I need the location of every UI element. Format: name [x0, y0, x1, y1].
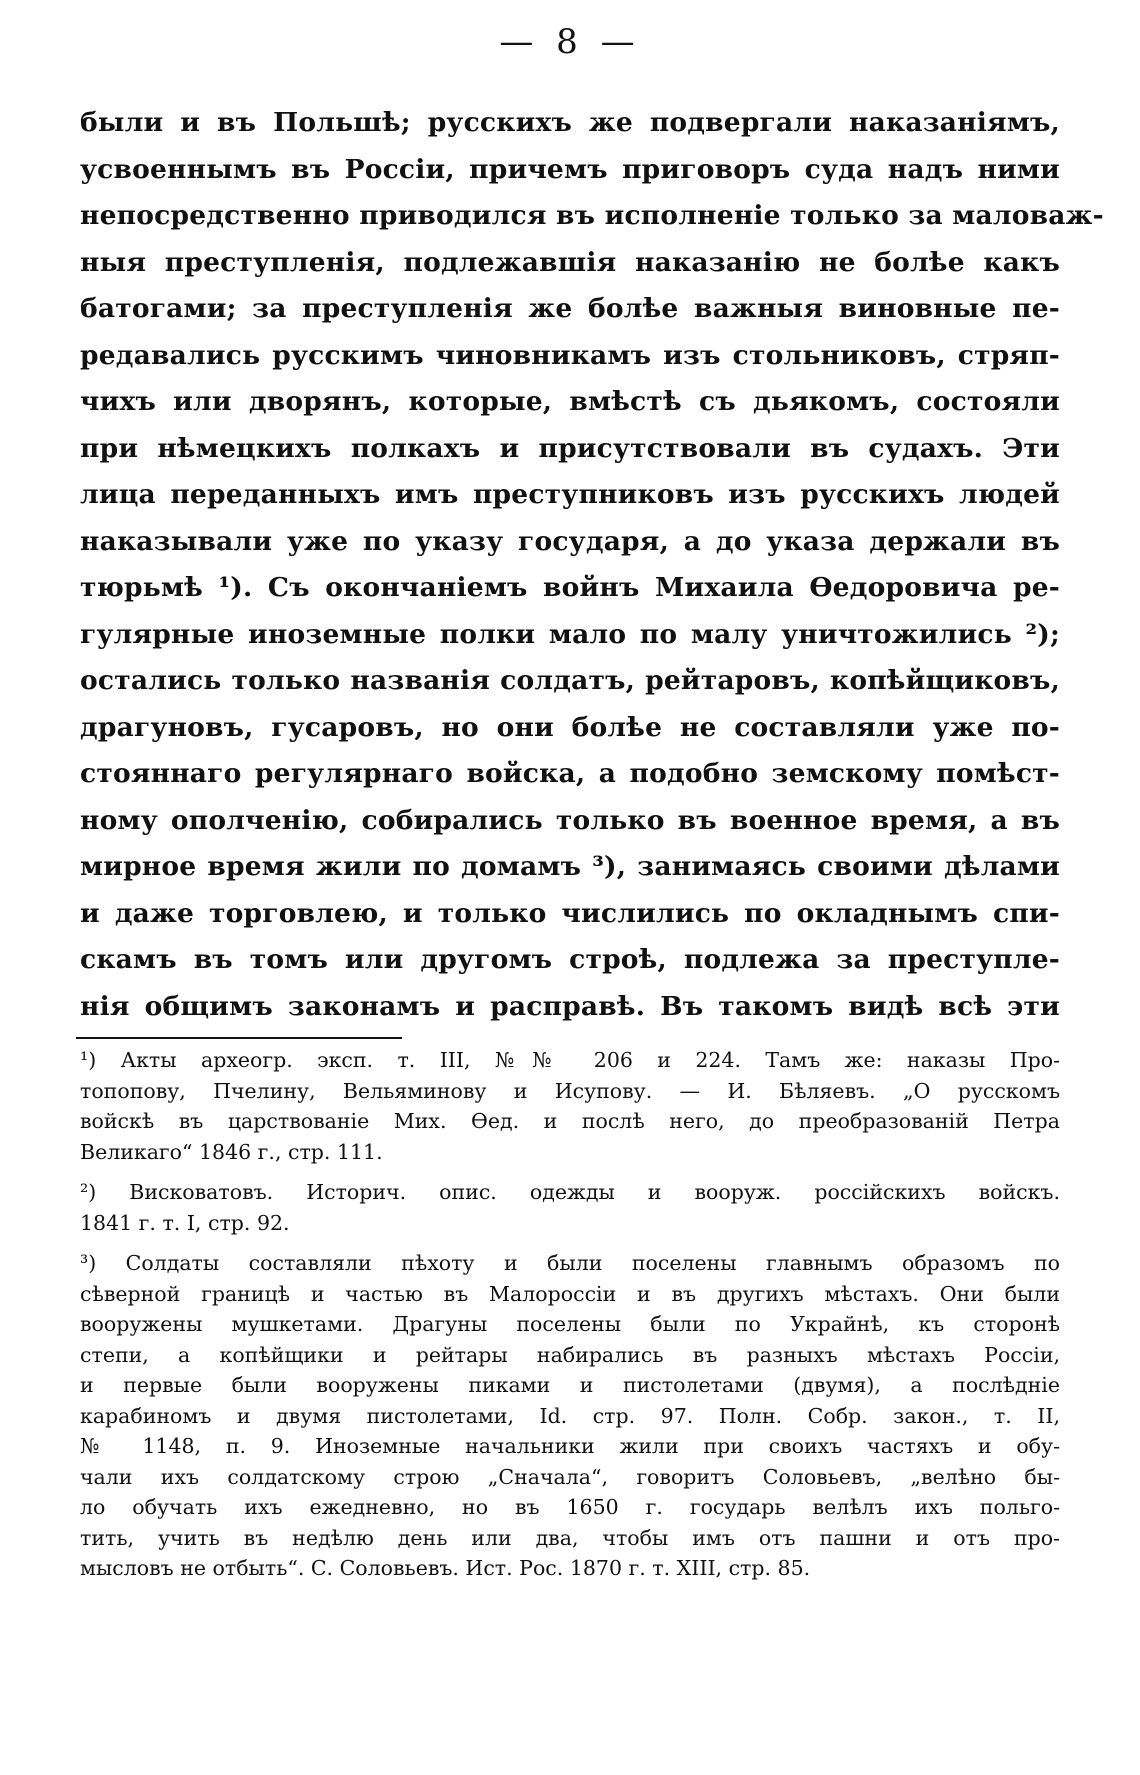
text-line: ному ополченію, собирались только въ военное время, а въ [80, 804, 1060, 836]
text-line: при нѣмецкихъ полкахъ и присутствовали въ судахъ. Эти [80, 432, 1060, 464]
text-line: непосредственно приводился въ исполненіе только за маловаж- [80, 200, 1104, 231]
footnote-gap [80, 1238, 1060, 1248]
footnote-line: Великаго“ 1846 г., стр. 111. [80, 1139, 383, 1164]
footnote-line: ¹) Акты археогр. эксп. т. III, №№ 206 и 224. Тамъ же: наказы Про- [80, 1048, 1060, 1072]
text-line: скамъ въ томъ или другомъ строѣ, подлежа за преступле- [80, 944, 1060, 975]
text-line: редавались русскимъ чиновникамъ изъ стольниковъ, стряп- [80, 339, 1060, 371]
text-line: наказывали уже по указу государя, а до указа держали въ [80, 525, 1060, 557]
footnote-line: сѣверной границѣ и частью въ Малороссіи и въ другихъ мѣстахъ. Они были [80, 1281, 1060, 1306]
text-line: мирное время жили по домамъ ³), занимаясь своими дѣлами [80, 851, 1060, 882]
footnote [80, 1045, 1060, 1167]
footnote-line: тить, учить въ недѣлю день или два, чтобы имъ отъ пашни и отъ про- [80, 1525, 1060, 1550]
footnote-line: вооружены мушкетами. Драгуны поселены были по Украйнѣ, къ сторонѣ [80, 1312, 1060, 1336]
main-text [80, 100, 1104, 1030]
text-line: тюрьмѣ ¹). Съ окончаніемъ войнъ Михаила Ѳедоровича ре- [80, 572, 1060, 603]
text-line: лица переданныхъ имъ преступниковъ изъ русскихъ людей [80, 479, 1060, 510]
footnote-line: степи, а копѣйщики и рейтары набирались въ разныхъ мѣстахъ Россіи, [80, 1342, 1060, 1367]
footnote [80, 1177, 1060, 1238]
footnote-line: чали ихъ солдатскому строю „Сначала“, говоритъ Соловьевъ, „велѣно бы- [80, 1464, 1060, 1489]
footnote-line: мысловъ не отбыть“. С. Соловьевъ. Ист. Рос. 1870 г. т. XIII, стр. 85. [80, 1556, 811, 1580]
text-line: чихъ или дворянъ, которые, вмѣстѣ съ дьякомъ, состояли [80, 386, 1060, 417]
text-line: были и въ Польшѣ; русскихъ же подвергали наказаніямъ, [80, 107, 1060, 138]
footnote-line: 1841 г. т. I, стр. 92. [80, 1210, 290, 1235]
footnote-line: карабиномъ и двумя пистолетами, Id. стр. 97. Полн. Собр. закон., т. II, [80, 1403, 1060, 1428]
text-line: и даже торговлею, и только числились по окладнымъ спи- [80, 897, 1060, 929]
text-line: драгуновъ, гусаровъ, но они болѣе не составляли уже по- [80, 711, 1060, 743]
text-line: остались только названія солдатъ, рейтаровъ, копѣйщиковъ, [80, 665, 1060, 696]
text-line: батогами; за преступленія же болѣе важныя виновные пе- [80, 293, 1060, 324]
text-line: нія общимъ законамъ и расправѣ. Въ такомъ видѣ всѣ эти [80, 990, 1060, 1022]
text-line: гулярные иноземные полки мало по малу уничтожились ²); [80, 618, 1060, 650]
page-number: — 8 — [499, 22, 641, 62]
footnote-line: ³) Солдаты составляли пѣхоту и были поселены главнымъ образомъ по [80, 1251, 1060, 1275]
footnote-line: № 1148, п. 9. Иноземные начальники жили при своихъ частяхъ и обу- [80, 1434, 1060, 1458]
footnote-separator [76, 1037, 402, 1039]
footnote-line: ло обучать ихъ ежедневно, но въ 1650 г. государь велѣлъ ихъ польго- [80, 1495, 1060, 1519]
text-line: стояннаго регулярнаго войска, а подобно земскому помѣст- [80, 758, 1060, 789]
footnote-gap [80, 1167, 1060, 1177]
footnote [80, 1248, 1060, 1584]
footnote-line: войскѣ въ царствованіе Мих. Ѳед. и послѣ него, до преобразованій Петра [80, 1109, 1060, 1133]
footnote-line: ²) Висковатовъ. Историч. опис. одежды и вооруж. россійскихъ войскъ. [80, 1180, 1060, 1204]
footnote-line: и первые были вооружены пиками и пистолетами (двумя), а послѣдніе [80, 1373, 1060, 1397]
text-line: ныя преступленія, подлежавшія наказанію не болѣе какъ [80, 246, 1060, 278]
text-line: усвоеннымъ въ Россіи, причемъ приговоръ суда надъ ними [80, 153, 1060, 185]
footnote-line: топопову, Пчелину, Вельяминову и Исупову. — И. Бѣляевъ. „О русскомъ [80, 1078, 1060, 1103]
footnotes [80, 1045, 1060, 1584]
